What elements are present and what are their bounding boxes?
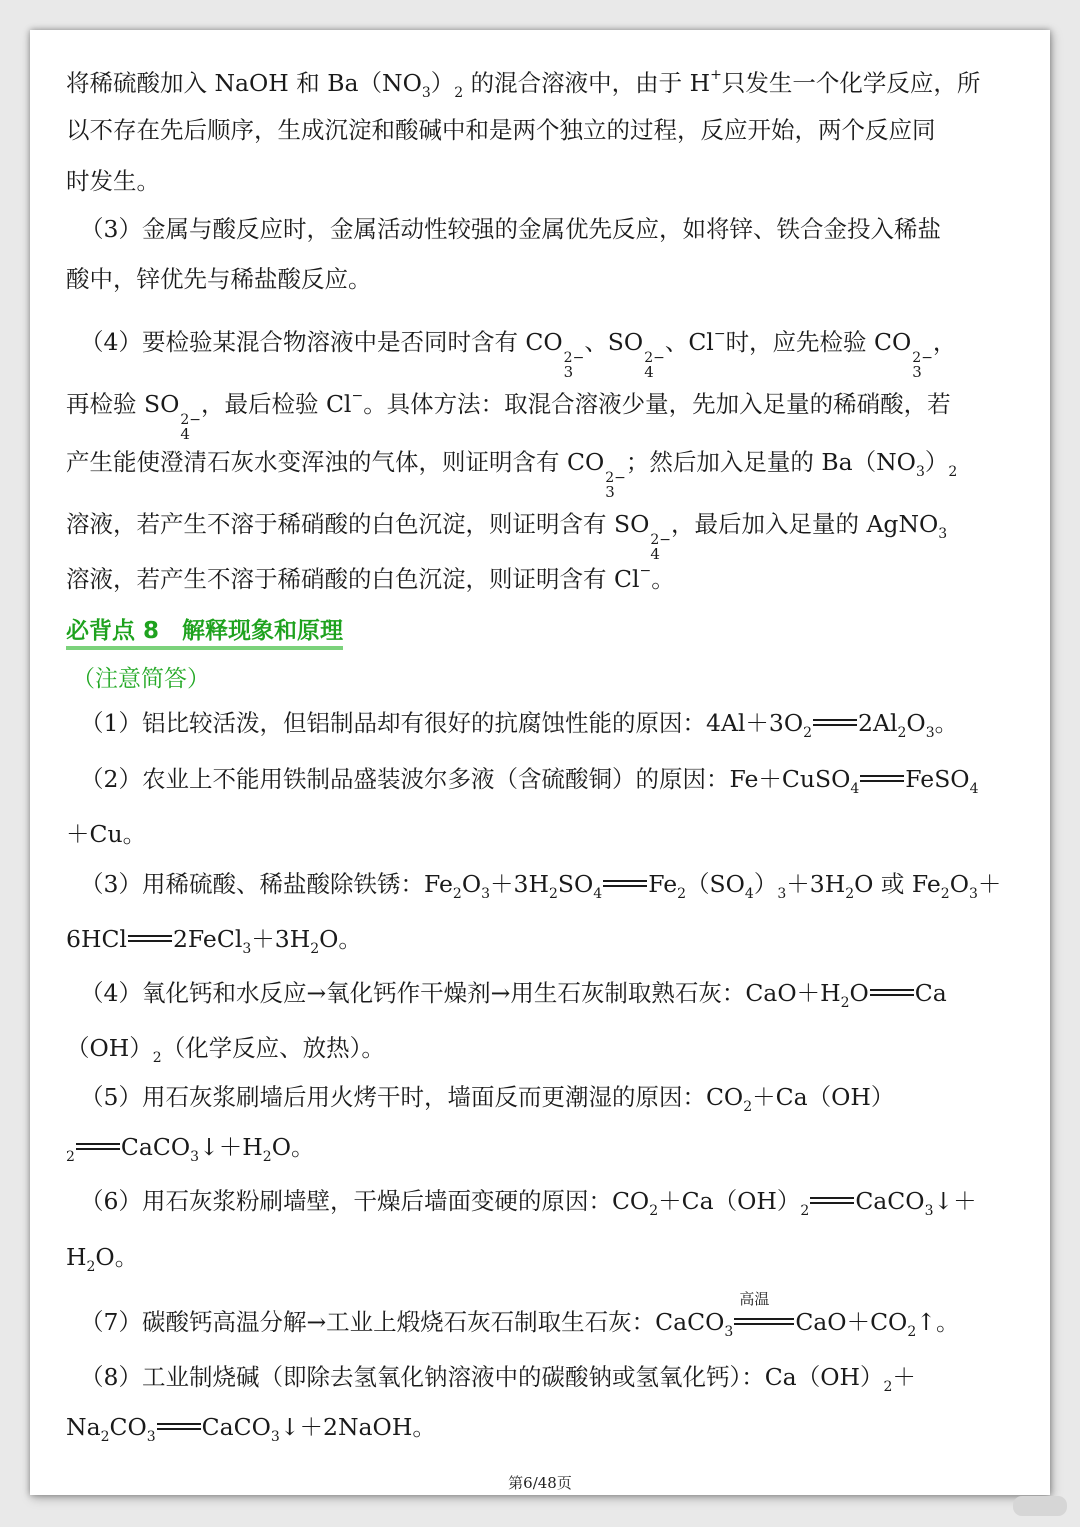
ion-charge: 2− 3 (563, 350, 585, 381)
list-item-continuation: $(OH)_2$（化学反应、放热）。 (66, 1034, 385, 1066)
ion-charge: 2− 4 (180, 412, 201, 443)
equation-sign (603, 880, 647, 887)
list-item: （1）铝比较活泼，但铝制品却有很好的抗腐蚀性能的原因：$4Al+3O_2$ $2Al_2O_3$。 (80, 709, 959, 741)
list-item: （4）氧化钙和水反应→氧化钙作干燥剂→用生石灰制取熟石灰：$CaO+H_2O$ Ca (80, 979, 947, 1011)
equation-sign-with-condition: 高温 (733, 1311, 795, 1335)
text-line: （4）要检验某混合物溶液中是否同时含有 CO 2− 3 、SO 2− 4 、Cl−时，应先检验 CO 2− 3 ， (80, 326, 957, 381)
document-page (30, 30, 1050, 1495)
text-line: 溶液，若产生不溶于稀硝酸的白色沉淀，则证明含有 Cl−。 (66, 563, 675, 593)
list-item-continuation: $Na_2CO_3$ CaCO$_3$↓＋2NaOH。 (66, 1413, 436, 1445)
ion-charge: 2− 4 (650, 532, 671, 563)
text-line: （3）金属与酸反应时，金属活动性较强的金属优先反应，如将锌、铁合金投入稀盐 (80, 215, 941, 243)
equation-sign (860, 775, 904, 782)
text-line: 酸中，锌优先与稀盐酸反应。 (66, 265, 372, 293)
section-note: （注意简答） (72, 666, 210, 692)
ion-charge: 2− 3 (912, 350, 933, 381)
list-item-continuation: 6HCl $2FeCl_3+3H_2O$。 (66, 925, 362, 957)
list-item: （5）用石灰浆刷墙后用火烤干时，墙面反而更潮湿的原因：$CO_2+Ca(OH)$ (80, 1083, 895, 1115)
text-line: 将稀硫酸加入 NaOH 和 $Ba(NO_3)_2$ 的混合溶液中，由于 H+只发生一个化学反应，所 (66, 67, 981, 101)
list-item-continuation: $_2$ $CaCO_3↓+H_2O$。 (66, 1133, 315, 1165)
page-number: 第6/48页 (508, 1474, 572, 1492)
equation-sign (813, 719, 857, 726)
text-line: 溶液，若产生不溶于稀硝酸的白色沉淀，则证明含有 SO 2− 4 ，最后加入足量的 AgNO$_3$ (66, 510, 948, 563)
text-line: 以不存在先后顺序，生成沉淀和酸碱中和是两个独立的过程，反应开始，两个反应同 (66, 116, 936, 144)
text-line: 再检验 SO 2− 4 ，最后检验 Cl−。具体方法：取混合溶液少量，先加入足量的稀硝酸，若 (66, 388, 951, 443)
ion-charge: 2− 4 (644, 350, 665, 381)
list-item-continuation: $H_2O$。 (66, 1243, 139, 1275)
watermark-badge (1013, 1496, 1067, 1516)
equation-sign (128, 935, 172, 942)
list-item: （8）工业制烧碱（即除去氢氧化钠溶液中的碳酸钠或氢氧化钙）：$Ca(OH)_2+$ (80, 1363, 916, 1395)
list-item: （7）碳酸钙高温分解→工业上煅烧石灰石制取生石灰：CaCO$_3$ 高温 $CaO+CO_2↑$。 (80, 1290, 960, 1340)
text-line: 产生能使澄清石灰水变浑浊的气体，则证明含有 CO 2− 3 ；然后加入足量的 $Ba(NO_3)_2$ (66, 448, 958, 501)
list-item: （6）用石灰浆粉刷墙壁，干燥后墙面变硬的原因：$CO_2+Ca(OH)_2$ CaCO$_3$↓＋ (80, 1187, 977, 1219)
text-line: 时发生。 (66, 167, 160, 195)
equation-sign (810, 1197, 854, 1204)
section-heading: 必背点 8 解释现象和原理 (66, 612, 343, 650)
list-item: （2）农业上不能用铁制品盛装波尔多液（含硫酸铜）的原因：Fe＋CuSO$_4$ FeSO$_4$ (80, 765, 979, 797)
equation-sign (870, 989, 914, 996)
equation-sign (76, 1143, 120, 1150)
ion-charge: 2− 3 (605, 470, 626, 501)
list-item-continuation: ＋Cu。 (66, 820, 147, 848)
list-item: （3）用稀硫酸、稀盐酸除铁锈：$Fe_2O_3+3H_2SO_4$ $Fe_2(SO_4)_3+3H_2O$ 或 $Fe_2O_3+$ (80, 870, 1002, 902)
equation-sign (157, 1423, 201, 1430)
